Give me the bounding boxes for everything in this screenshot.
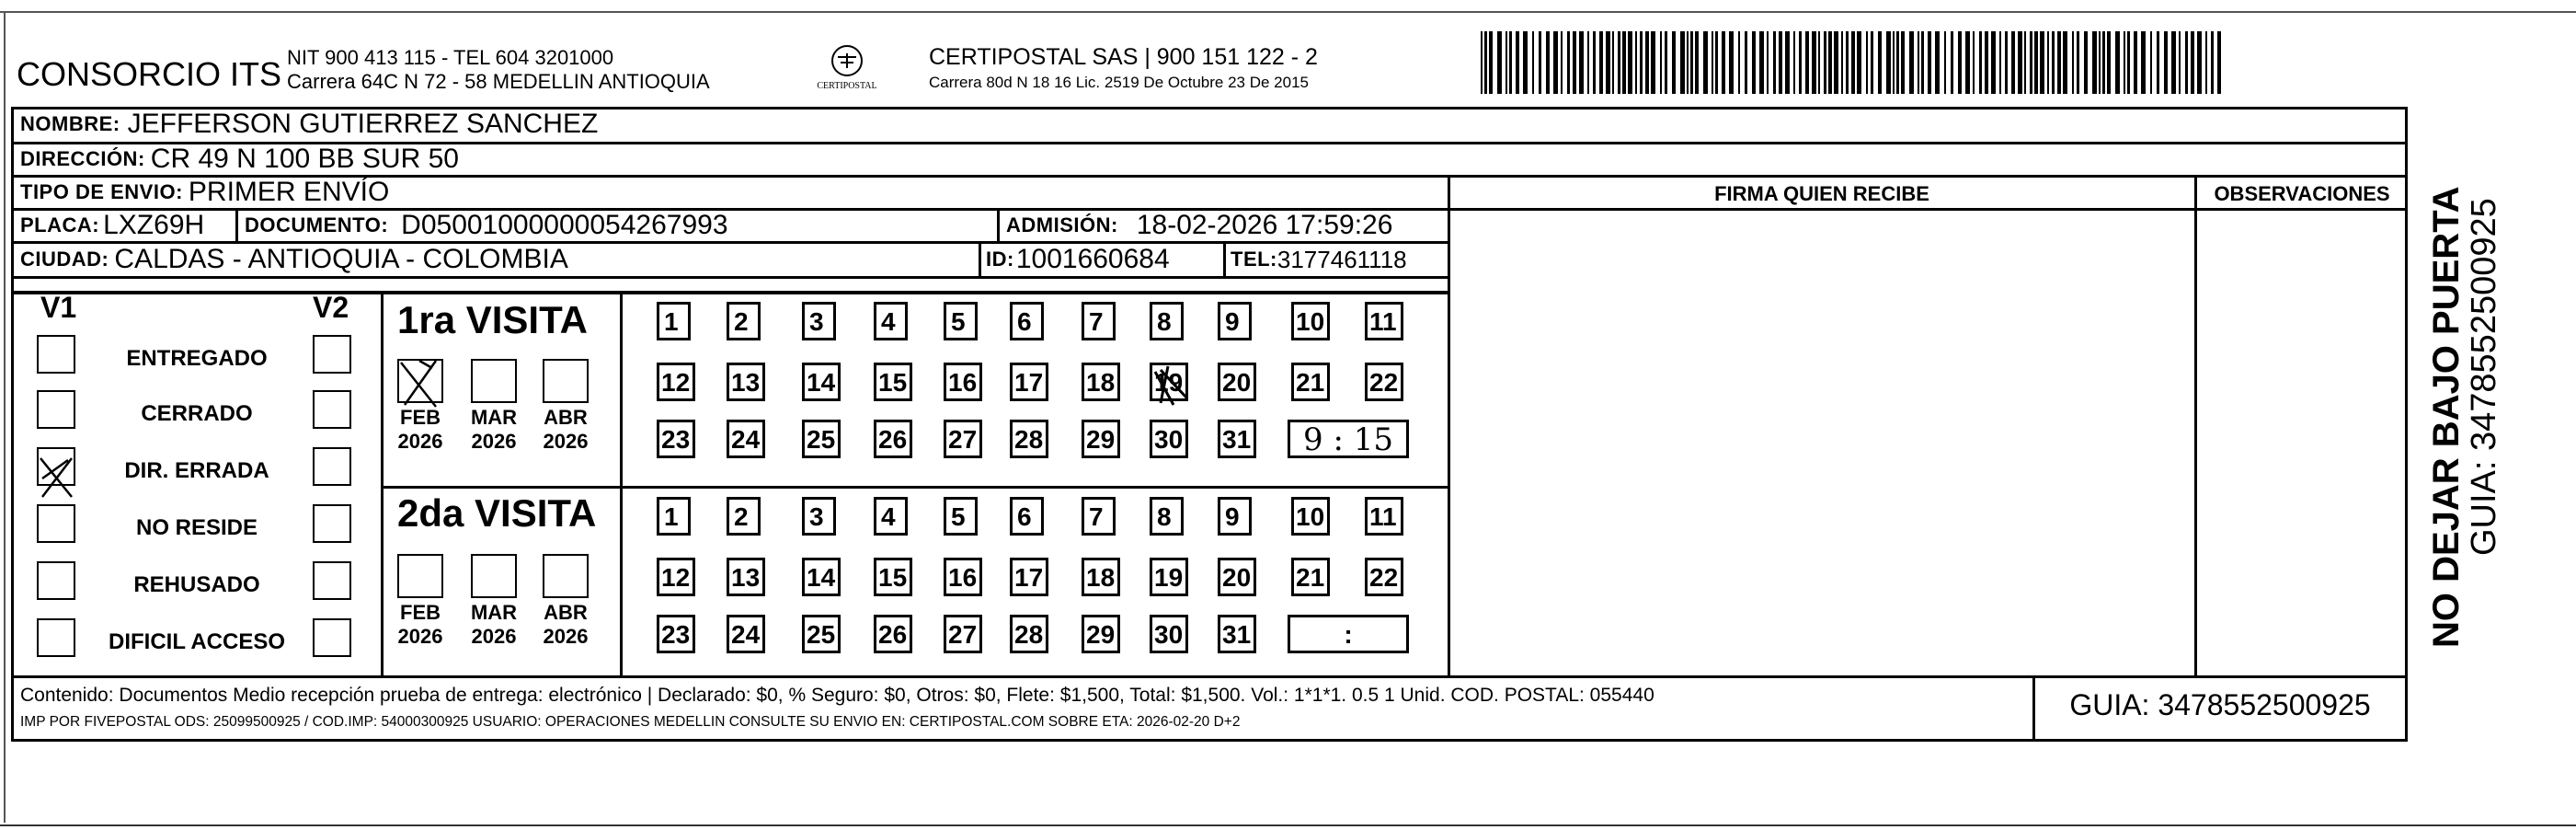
month-year-label: 2026 bbox=[397, 625, 443, 648]
admision-label: ADMISIÓN: bbox=[1006, 213, 1118, 236]
day-box[interactable]: 25 bbox=[802, 420, 841, 458]
carrier-line1: CERTIPOSTAL SAS | 900 151 122 - 2 bbox=[929, 44, 1318, 70]
day-box[interactable]: 20 bbox=[1218, 363, 1256, 401]
day-box[interactable]: 17 bbox=[1010, 558, 1048, 596]
placa-label: PLACA: bbox=[20, 213, 100, 236]
direccion-value: CR 49 N 100 BB SUR 50 bbox=[150, 144, 459, 174]
day-box[interactable]: 15 bbox=[874, 558, 912, 596]
day-box[interactable]: 22 bbox=[1365, 363, 1403, 401]
day-box[interactable]: 1 bbox=[657, 302, 691, 340]
month-year-label: 2026 bbox=[543, 625, 589, 648]
day-box[interactable]: 12 bbox=[657, 363, 695, 401]
day-box[interactable]: 3 bbox=[802, 497, 836, 536]
day-box[interactable]: 19 bbox=[1150, 363, 1188, 401]
month-label: ABR bbox=[544, 406, 588, 429]
side-guia: GUIA: 3478552500925 bbox=[2465, 198, 2503, 556]
id-value: 1001660684 bbox=[1015, 244, 1170, 274]
day-box[interactable]: 29 bbox=[1082, 420, 1120, 458]
day-box[interactable]: 8 bbox=[1150, 302, 1184, 340]
day-box[interactable]: 27 bbox=[944, 615, 982, 653]
day-box[interactable]: 26 bbox=[874, 615, 912, 653]
day-box[interactable]: 4 bbox=[874, 497, 908, 536]
day-box[interactable]: 8 bbox=[1150, 497, 1184, 536]
month-year-label: 2026 bbox=[471, 430, 517, 453]
status-label: DIFICIL ACCESO bbox=[108, 629, 285, 654]
day-box[interactable]: 6 bbox=[1010, 497, 1044, 536]
documento-value: D05001000000054267993 bbox=[401, 210, 728, 240]
day-box[interactable]: 9 bbox=[1218, 497, 1252, 536]
admision-value: 18-02-2026 17:59:26 bbox=[1136, 210, 1393, 240]
day-box[interactable]: 29 bbox=[1082, 615, 1120, 653]
observaciones-header: OBSERVACIONES bbox=[2214, 182, 2390, 205]
day-box[interactable]: 31 bbox=[1218, 615, 1256, 653]
footer-imp: IMP POR FIVEPOSTAL ODS: 25099500925 / COD.IMP: 54000300925 USUARIO: OPERACIONES MEDELLIN CONSULTE SU ENVIO EN: CERTIPOSTAL.COM SOBRE ETA: 2026-02-20 D+2 bbox=[20, 714, 1241, 730]
month-label: FEB bbox=[400, 406, 441, 429]
day-box[interactable]: 16 bbox=[944, 558, 982, 596]
day-box[interactable]: 31 bbox=[1218, 420, 1256, 458]
day-box[interactable]: 30 bbox=[1150, 420, 1188, 458]
ciudad-value: CALDAS - ANTIOQUIA - COLOMBIA bbox=[114, 244, 568, 274]
day-box[interactable]: 18 bbox=[1082, 558, 1120, 596]
day-box[interactable]: 16 bbox=[944, 363, 982, 401]
tel-label: TEL: bbox=[1231, 248, 1277, 271]
firma-header: FIRMA QUIEN RECIBE bbox=[1714, 182, 1929, 205]
carrier-line2: Carrera 80d N 18 16 Lic. 2519 De Octubre 23 De 2015 bbox=[929, 74, 1309, 91]
day-box[interactable]: 7 bbox=[1082, 302, 1116, 340]
ciudad-label: CIUDAD: bbox=[20, 248, 109, 271]
month-label: FEB bbox=[400, 601, 441, 624]
day-box[interactable]: 2 bbox=[727, 302, 761, 340]
day-box[interactable]: 22 bbox=[1365, 558, 1403, 596]
visit1-title: 1ra VISITA bbox=[397, 298, 588, 341]
direccion-label: DIRECCIÓN: bbox=[20, 147, 145, 170]
status-label: DIR. ERRADA bbox=[124, 458, 269, 483]
day-box[interactable]: 23 bbox=[657, 615, 695, 653]
status-label: REHUSADO bbox=[133, 572, 260, 597]
footer-guia: GUIA: 3478552500925 bbox=[2069, 688, 2371, 721]
footer-contenido: Contenido: Documentos Medio recepción prueba de entrega: electrónico | Declarado: $0, % Seguro: $0, Otros: $0, Flete: $1,500, Total: $1,500. Vol.: 1*1*1. 0.5 1 Unid. COD. POSTAL: 055440 bbox=[20, 685, 1654, 706]
company-name: CONSORCIO ITS bbox=[17, 55, 282, 93]
day-box[interactable]: 21 bbox=[1291, 558, 1330, 596]
day-box[interactable]: 12 bbox=[657, 558, 695, 596]
day-box[interactable]: 24 bbox=[727, 420, 765, 458]
day-box[interactable]: 11 bbox=[1365, 302, 1403, 340]
day-box[interactable]: 26 bbox=[874, 420, 912, 458]
day-box[interactable]: 28 bbox=[1010, 420, 1048, 458]
day-box[interactable]: 17 bbox=[1010, 363, 1048, 401]
logo-text: CERTIPOSTAL bbox=[817, 81, 877, 91]
day-box[interactable]: 15 bbox=[874, 363, 912, 401]
month-year-label: 2026 bbox=[471, 625, 517, 648]
day-box[interactable]: 4 bbox=[874, 302, 908, 340]
day-box[interactable]: 7 bbox=[1082, 497, 1116, 536]
time-box[interactable]: : bbox=[1288, 615, 1409, 653]
day-box[interactable]: 27 bbox=[944, 420, 982, 458]
month-year-label: 2026 bbox=[543, 430, 589, 453]
day-box[interactable]: 13 bbox=[727, 558, 765, 596]
day-box[interactable]: 18 bbox=[1082, 363, 1120, 401]
tel-value: 3177461118 bbox=[1277, 245, 1407, 273]
visit2-title: 2da VISITA bbox=[397, 491, 597, 535]
day-box[interactable]: 30 bbox=[1150, 615, 1188, 653]
day-box[interactable]: 5 bbox=[944, 497, 978, 536]
company-line2: Carrera 64C N 72 - 58 MEDELLIN ANTIOQUIA bbox=[287, 70, 710, 93]
nombre-label: NOMBRE: bbox=[20, 112, 120, 135]
v2-header: V2 bbox=[313, 291, 349, 324]
status-label: ENTREGADO bbox=[126, 346, 268, 371]
tipo-envio-value: PRIMER ENVÍO bbox=[188, 177, 390, 207]
id-label: ID: bbox=[986, 248, 1014, 271]
day-box[interactable]: 23 bbox=[657, 420, 695, 458]
time-box[interactable]: 9 : 15 bbox=[1288, 420, 1409, 458]
day-box[interactable]: 5 bbox=[944, 302, 978, 340]
day-box[interactable]: 24 bbox=[727, 615, 765, 653]
company-line1: NIT 900 413 115 - TEL 604 3201000 bbox=[287, 46, 614, 69]
day-box[interactable]: 28 bbox=[1010, 615, 1048, 653]
documento-label: DOCUMENTO: bbox=[245, 213, 389, 236]
day-box[interactable]: 20 bbox=[1218, 558, 1256, 596]
nombre-value: JEFFERSON GUTIERREZ SANCHEZ bbox=[127, 109, 599, 139]
v1-header: V1 bbox=[40, 291, 77, 324]
month-label: ABR bbox=[544, 601, 588, 624]
day-box[interactable]: 25 bbox=[802, 615, 841, 653]
day-box[interactable]: 1 bbox=[657, 497, 691, 536]
placa-value: LXZ69H bbox=[103, 210, 205, 240]
day-box[interactable]: 14 bbox=[802, 558, 841, 596]
day-box[interactable]: 14 bbox=[802, 363, 841, 401]
day-box[interactable]: 10 bbox=[1291, 497, 1330, 536]
tipo-envio-label: TIPO DE ENVIO: bbox=[20, 180, 183, 203]
day-box[interactable]: 9 bbox=[1218, 302, 1252, 340]
month-label: MAR bbox=[470, 406, 518, 429]
day-box[interactable]: 6 bbox=[1010, 302, 1044, 340]
day-box[interactable]: 13 bbox=[727, 363, 765, 401]
day-box[interactable]: 19 bbox=[1150, 558, 1188, 596]
month-year-label: 2026 bbox=[397, 430, 443, 453]
day-box[interactable]: 10 bbox=[1291, 302, 1330, 340]
day-box[interactable]: 11 bbox=[1365, 497, 1403, 536]
status-label: NO RESIDE bbox=[135, 515, 258, 540]
day-box[interactable]: 21 bbox=[1291, 363, 1330, 401]
day-box[interactable]: 3 bbox=[802, 302, 836, 340]
side-warning: NO DEJAR BAJO PUERTA bbox=[2426, 186, 2467, 648]
status-label: CERRADO bbox=[141, 401, 253, 426]
month-label: MAR bbox=[470, 601, 518, 624]
day-box[interactable]: 2 bbox=[727, 497, 761, 536]
